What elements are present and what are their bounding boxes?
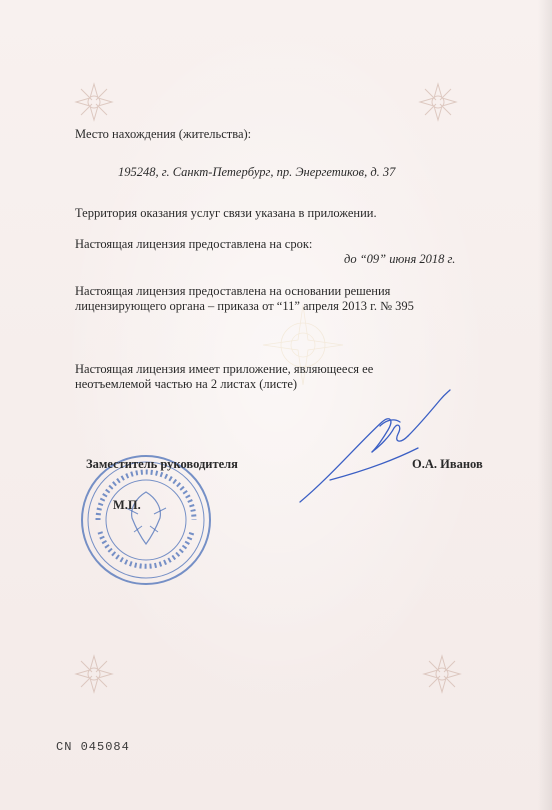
serial-number: CN 045084 [56,740,130,754]
appendix-text-line1: Настоящая лицензия имеет приложение, являющееся ее [75,362,374,376]
territory-text: Территория оказания услуг связи указана в приложении. [75,206,377,220]
official-seal-icon [78,452,214,588]
page-edge-shadow [538,0,552,810]
signer-title: Заместитель руководителя [86,457,238,471]
rosette-icon [416,80,460,124]
rosette-icon [72,652,116,696]
basis-text-line2: лицензирующего органа – приказа от “11” апреля 2013 г. № 395 [75,299,414,313]
stamp-label: М.П. [113,498,141,512]
location-label: Место нахождения (жительства): [75,127,252,141]
basis-text-line1: Настоящая лицензия предоставлена на основании решения [75,284,391,298]
term-value: до “09” июня 2018 г. [344,252,456,266]
rosette-icon [72,80,116,124]
address-value: 195248, г. Санкт-Петербург, пр. Энергетиков, д. 37 [118,165,396,179]
appendix-text-line2: неотъемлемой частью на 2 листах (листе) [75,377,298,391]
term-label: Настоящая лицензия предоставлена на срок: [75,237,313,251]
handwritten-signature-icon [290,382,480,512]
rosette-icon [420,652,464,696]
signer-name: О.А. Иванов [412,457,483,471]
